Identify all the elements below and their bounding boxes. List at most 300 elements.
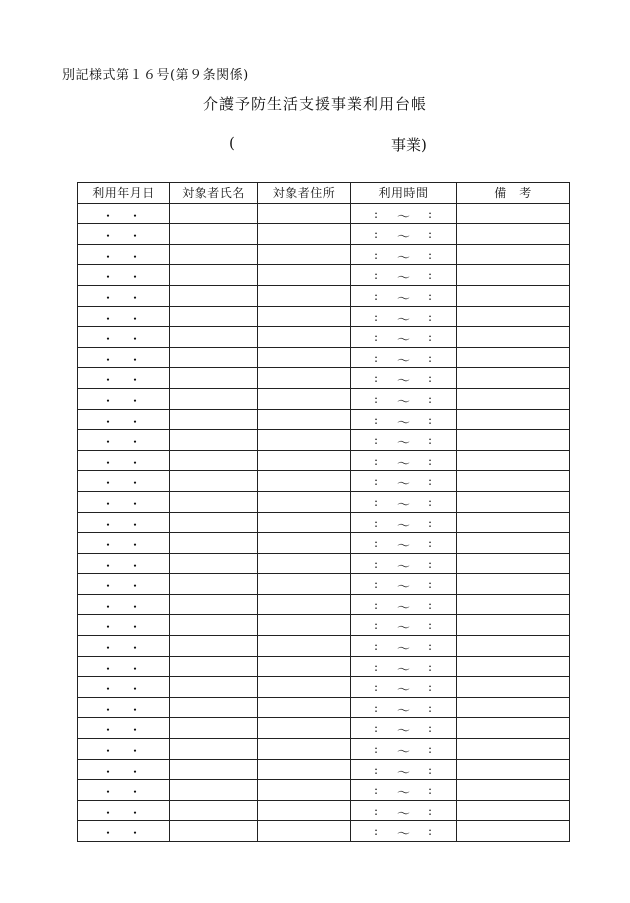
user-name-cell[interactable]	[170, 347, 258, 368]
usage-date-cell[interactable]	[78, 491, 170, 512]
table-row	[78, 615, 570, 636]
time-range-tilde: 〜	[397, 374, 411, 390]
time-colon: :	[374, 762, 379, 777]
remarks-cell[interactable]	[457, 615, 570, 636]
user-name-cell[interactable]	[170, 244, 258, 265]
usage-date-cell[interactable]	[78, 224, 170, 245]
time-colon: :	[374, 680, 379, 695]
user-name-cell[interactable]	[170, 471, 258, 492]
remarks-cell[interactable]	[457, 244, 570, 265]
usage-date-cell[interactable]	[78, 656, 170, 677]
usage-date-cell[interactable]	[78, 368, 170, 389]
remarks-cell[interactable]	[457, 759, 570, 780]
remarks-cell[interactable]	[457, 347, 570, 368]
table-row	[78, 306, 570, 327]
time-colon: :	[374, 288, 379, 303]
usage-time-cell[interactable]	[351, 388, 457, 409]
time-colon: :	[428, 371, 433, 386]
date-separator: ・	[102, 764, 115, 779]
header-usage-time: 利用時間	[351, 183, 457, 204]
user-address-cell[interactable]	[258, 636, 351, 657]
table-row	[78, 285, 570, 306]
user-address-cell[interactable]	[258, 615, 351, 636]
date-separator: ・	[129, 723, 142, 738]
date-separator: ・	[129, 311, 142, 326]
user-name-cell[interactable]	[170, 553, 258, 574]
user-name-cell[interactable]	[170, 265, 258, 286]
user-address-cell[interactable]	[258, 656, 351, 677]
user-name-cell[interactable]	[170, 759, 258, 780]
date-separator: ・	[102, 476, 115, 491]
date-separator: ・	[102, 702, 115, 717]
date-separator: ・	[102, 496, 115, 511]
time-range-tilde: 〜	[397, 806, 411, 822]
time-colon: :	[374, 597, 379, 612]
usage-time-cell[interactable]	[351, 450, 457, 471]
time-colon: :	[428, 309, 433, 324]
usage-date-cell[interactable]	[78, 636, 170, 657]
usage-time-cell[interactable]	[351, 491, 457, 512]
user-name-cell[interactable]	[170, 512, 258, 533]
user-address-cell[interactable]	[258, 697, 351, 718]
time-colon: :	[374, 391, 379, 406]
date-separator: ・	[102, 579, 115, 594]
date-separator: ・	[129, 393, 142, 408]
time-colon: :	[374, 247, 379, 262]
open-paren: (	[229, 134, 235, 152]
date-separator: ・	[102, 208, 115, 223]
user-address-cell[interactable]	[258, 553, 351, 574]
table-row	[78, 800, 570, 821]
usage-date-cell[interactable]	[78, 388, 170, 409]
usage-time-cell[interactable]	[351, 636, 457, 657]
user-address-cell[interactable]	[258, 594, 351, 615]
time-range-tilde: 〜	[397, 765, 411, 781]
usage-time-cell[interactable]	[351, 224, 457, 245]
table-row	[78, 574, 570, 595]
usage-time-cell[interactable]	[351, 368, 457, 389]
usage-date-cell[interactable]	[78, 800, 170, 821]
remarks-cell[interactable]	[457, 430, 570, 451]
remarks-cell[interactable]	[457, 697, 570, 718]
time-colon: :	[428, 783, 433, 798]
user-address-cell[interactable]	[258, 821, 351, 842]
time-range-tilde: 〜	[397, 786, 411, 802]
usage-time-cell[interactable]	[351, 800, 457, 821]
remarks-cell[interactable]	[457, 553, 570, 574]
remarks-cell[interactable]	[457, 574, 570, 595]
usage-date-cell[interactable]	[78, 533, 170, 554]
remarks-cell[interactable]	[457, 636, 570, 657]
time-range-tilde: 〜	[397, 518, 411, 534]
remarks-cell[interactable]	[457, 718, 570, 739]
table-row	[78, 677, 570, 698]
time-range-tilde: 〜	[397, 724, 411, 740]
time-colon: :	[428, 618, 433, 633]
user-name-cell[interactable]	[170, 327, 258, 348]
usage-date-cell[interactable]	[78, 739, 170, 760]
usage-time-cell[interactable]	[351, 780, 457, 801]
user-address-cell[interactable]	[258, 491, 351, 512]
remarks-cell[interactable]	[457, 533, 570, 554]
remarks-cell[interactable]	[457, 491, 570, 512]
remarks-cell[interactable]	[457, 739, 570, 760]
date-separator: ・	[129, 208, 142, 223]
date-separator: ・	[129, 702, 142, 717]
time-colon: :	[374, 783, 379, 798]
time-colon: :	[374, 659, 379, 674]
user-address-cell[interactable]	[258, 533, 351, 554]
user-address-cell[interactable]	[258, 780, 351, 801]
time-colon: :	[374, 639, 379, 654]
usage-date-cell[interactable]	[78, 450, 170, 471]
time-colon: :	[428, 515, 433, 530]
usage-date-cell[interactable]	[78, 821, 170, 842]
date-separator: ・	[129, 785, 142, 800]
user-address-cell[interactable]	[258, 409, 351, 430]
usage-date-cell[interactable]	[78, 553, 170, 574]
time-range-tilde: 〜	[397, 436, 411, 452]
time-colon: :	[374, 309, 379, 324]
table-row	[78, 368, 570, 389]
time-range-tilde: 〜	[397, 353, 411, 369]
usage-time-cell[interactable]	[351, 533, 457, 554]
user-address-cell[interactable]	[258, 739, 351, 760]
usage-date-cell[interactable]	[78, 780, 170, 801]
time-range-tilde: 〜	[397, 642, 411, 658]
time-range-tilde: 〜	[397, 477, 411, 493]
usage-date-cell[interactable]	[78, 697, 170, 718]
table-row	[78, 265, 570, 286]
usage-time-cell[interactable]	[351, 615, 457, 636]
time-range-tilde: 〜	[397, 415, 411, 431]
business-label: 事業)	[391, 136, 427, 154]
date-separator: ・	[102, 249, 115, 264]
date-separator: ・	[129, 229, 142, 244]
usage-date-cell[interactable]	[78, 285, 170, 306]
user-name-cell[interactable]	[170, 636, 258, 657]
user-address-cell[interactable]	[258, 244, 351, 265]
remarks-cell[interactable]	[457, 677, 570, 698]
time-range-tilde: 〜	[397, 559, 411, 575]
table-row	[78, 553, 570, 574]
remarks-cell[interactable]	[457, 368, 570, 389]
remarks-cell[interactable]	[457, 780, 570, 801]
usage-date-cell[interactable]	[78, 471, 170, 492]
usage-time-cell[interactable]	[351, 677, 457, 698]
time-colon: :	[428, 700, 433, 715]
usage-date-cell[interactable]	[78, 574, 170, 595]
user-address-cell[interactable]	[258, 718, 351, 739]
date-separator: ・	[102, 682, 115, 697]
user-name-cell[interactable]	[170, 574, 258, 595]
usage-time-cell[interactable]	[351, 574, 457, 595]
user-name-cell[interactable]	[170, 780, 258, 801]
user-address-cell[interactable]	[258, 265, 351, 286]
user-name-cell[interactable]	[170, 821, 258, 842]
user-address-cell[interactable]	[258, 327, 351, 348]
usage-date-cell[interactable]	[78, 203, 170, 224]
time-colon: :	[374, 433, 379, 448]
remarks-cell[interactable]	[457, 471, 570, 492]
remarks-cell[interactable]	[457, 512, 570, 533]
header-usage-date: 利用年月日	[78, 183, 170, 204]
usage-date-cell[interactable]	[78, 265, 170, 286]
date-separator: ・	[102, 435, 115, 450]
user-address-cell[interactable]	[258, 512, 351, 533]
remarks-cell[interactable]	[457, 594, 570, 615]
usage-time-cell[interactable]	[351, 244, 457, 265]
usage-time-cell[interactable]	[351, 697, 457, 718]
remarks-cell[interactable]	[457, 224, 570, 245]
time-range-tilde: 〜	[397, 456, 411, 472]
date-separator: ・	[102, 744, 115, 759]
time-colon: :	[374, 330, 379, 345]
table-row	[78, 430, 570, 451]
usage-time-cell[interactable]	[351, 471, 457, 492]
time-colon: :	[374, 700, 379, 715]
usage-date-cell[interactable]	[78, 430, 170, 451]
usage-time-cell[interactable]	[351, 203, 457, 224]
date-separator: ・	[129, 373, 142, 388]
date-separator: ・	[102, 455, 115, 470]
usage-time-cell[interactable]	[351, 409, 457, 430]
remarks-cell[interactable]	[457, 265, 570, 286]
time-colon: :	[428, 824, 433, 839]
usage-time-cell[interactable]	[351, 739, 457, 760]
date-separator: ・	[102, 558, 115, 573]
time-colon: :	[374, 721, 379, 736]
table-row	[78, 224, 570, 245]
user-name-cell[interactable]	[170, 368, 258, 389]
usage-time-cell[interactable]	[351, 347, 457, 368]
user-name-cell[interactable]	[170, 533, 258, 554]
user-address-cell[interactable]	[258, 285, 351, 306]
user-address-cell[interactable]	[258, 450, 351, 471]
user-name-cell[interactable]	[170, 656, 258, 677]
date-separator: ・	[129, 414, 142, 429]
user-address-cell[interactable]	[258, 224, 351, 245]
usage-ledger-table	[77, 182, 570, 842]
date-separator: ・	[129, 641, 142, 656]
remarks-cell[interactable]	[457, 821, 570, 842]
remarks-cell[interactable]	[457, 327, 570, 348]
time-range-tilde: 〜	[397, 394, 411, 410]
time-colon: :	[428, 227, 433, 242]
table-row	[78, 739, 570, 760]
user-name-cell[interactable]	[170, 430, 258, 451]
date-separator: ・	[102, 332, 115, 347]
remarks-cell[interactable]	[457, 203, 570, 224]
time-colon: :	[374, 803, 379, 818]
usage-time-cell[interactable]	[351, 718, 457, 739]
user-address-cell[interactable]	[258, 430, 351, 451]
time-range-tilde: 〜	[397, 230, 411, 246]
usage-time-cell[interactable]	[351, 594, 457, 615]
user-name-cell[interactable]	[170, 203, 258, 224]
usage-time-cell[interactable]	[351, 759, 457, 780]
date-separator: ・	[102, 414, 115, 429]
time-colon: :	[428, 762, 433, 777]
time-colon: :	[374, 742, 379, 757]
time-colon: :	[374, 412, 379, 427]
user-name-cell[interactable]	[170, 594, 258, 615]
date-separator: ・	[129, 455, 142, 470]
time-range-tilde: 〜	[397, 683, 411, 699]
table-row	[78, 656, 570, 677]
usage-time-cell[interactable]	[351, 656, 457, 677]
usage-date-cell[interactable]	[78, 594, 170, 615]
remarks-cell[interactable]	[457, 656, 570, 677]
time-colon: :	[428, 288, 433, 303]
user-name-cell[interactable]	[170, 718, 258, 739]
user-name-cell[interactable]	[170, 739, 258, 760]
date-separator: ・	[102, 270, 115, 285]
time-range-tilde: 〜	[397, 662, 411, 678]
remarks-cell[interactable]	[457, 388, 570, 409]
date-separator: ・	[102, 620, 115, 635]
user-address-cell[interactable]	[258, 388, 351, 409]
user-address-cell[interactable]	[258, 203, 351, 224]
user-address-cell[interactable]	[258, 368, 351, 389]
date-separator: ・	[129, 599, 142, 614]
user-name-cell[interactable]	[170, 285, 258, 306]
time-colon: :	[428, 536, 433, 551]
table-row	[78, 718, 570, 739]
usage-date-cell[interactable]	[78, 244, 170, 265]
usage-date-cell[interactable]	[78, 512, 170, 533]
table-row	[78, 203, 570, 224]
header-user-name: 対象者氏名	[170, 183, 258, 204]
table-row	[78, 512, 570, 533]
time-colon: :	[374, 824, 379, 839]
header-row	[78, 183, 570, 204]
time-colon: :	[374, 268, 379, 283]
time-range-tilde: 〜	[397, 291, 411, 307]
user-name-cell[interactable]	[170, 800, 258, 821]
remarks-cell[interactable]	[457, 450, 570, 471]
date-separator: ・	[129, 805, 142, 820]
date-separator: ・	[102, 599, 115, 614]
time-colon: :	[428, 433, 433, 448]
time-colon: :	[428, 330, 433, 345]
date-separator: ・	[102, 661, 115, 676]
remarks-cell[interactable]	[457, 306, 570, 327]
table-row	[78, 327, 570, 348]
time-range-tilde: 〜	[397, 621, 411, 637]
time-range-tilde: 〜	[397, 703, 411, 719]
table-row	[78, 697, 570, 718]
table-row	[78, 491, 570, 512]
user-address-cell[interactable]	[258, 347, 351, 368]
remarks-cell[interactable]	[457, 800, 570, 821]
time-colon: :	[428, 803, 433, 818]
user-address-cell[interactable]	[258, 471, 351, 492]
date-separator: ・	[129, 496, 142, 511]
usage-date-cell[interactable]	[78, 677, 170, 698]
usage-date-cell[interactable]	[78, 409, 170, 430]
time-colon: :	[428, 659, 433, 674]
usage-time-cell[interactable]	[351, 512, 457, 533]
date-separator: ・	[102, 352, 115, 367]
usage-date-cell[interactable]	[78, 306, 170, 327]
date-separator: ・	[129, 764, 142, 779]
time-colon: :	[428, 577, 433, 592]
time-colon: :	[428, 597, 433, 612]
table-row	[78, 244, 570, 265]
user-name-cell[interactable]	[170, 615, 258, 636]
usage-time-cell[interactable]	[351, 327, 457, 348]
user-address-cell[interactable]	[258, 574, 351, 595]
time-colon: :	[428, 391, 433, 406]
time-colon: :	[374, 536, 379, 551]
business-name-line	[0, 134, 630, 154]
user-name-cell[interactable]	[170, 697, 258, 718]
usage-date-cell[interactable]	[78, 327, 170, 348]
remarks-cell[interactable]	[457, 285, 570, 306]
time-range-tilde: 〜	[397, 333, 411, 349]
usage-time-cell[interactable]	[351, 821, 457, 842]
user-name-cell[interactable]	[170, 306, 258, 327]
user-name-cell[interactable]	[170, 491, 258, 512]
user-address-cell[interactable]	[258, 306, 351, 327]
user-name-cell[interactable]	[170, 677, 258, 698]
remarks-cell[interactable]	[457, 409, 570, 430]
time-colon: :	[374, 227, 379, 242]
usage-date-cell[interactable]	[78, 347, 170, 368]
usage-time-cell[interactable]	[351, 265, 457, 286]
time-range-tilde: 〜	[397, 827, 411, 843]
time-colon: :	[428, 268, 433, 283]
user-name-cell[interactable]	[170, 224, 258, 245]
time-colon: :	[428, 721, 433, 736]
date-separator: ・	[102, 785, 115, 800]
usage-time-cell[interactable]	[351, 306, 457, 327]
date-separator: ・	[129, 826, 142, 841]
time-range-tilde: 〜	[397, 209, 411, 225]
user-address-cell[interactable]	[258, 800, 351, 821]
usage-time-cell[interactable]	[351, 285, 457, 306]
user-name-cell[interactable]	[170, 388, 258, 409]
user-address-cell[interactable]	[258, 759, 351, 780]
usage-time-cell[interactable]	[351, 430, 457, 451]
time-colon: :	[428, 350, 433, 365]
date-separator: ・	[129, 249, 142, 264]
time-colon: :	[428, 556, 433, 571]
time-colon: :	[374, 474, 379, 489]
usage-date-cell[interactable]	[78, 615, 170, 636]
date-separator: ・	[129, 352, 142, 367]
user-address-cell[interactable]	[258, 677, 351, 698]
usage-date-cell[interactable]	[78, 759, 170, 780]
date-separator: ・	[102, 826, 115, 841]
time-colon: :	[374, 453, 379, 468]
date-separator: ・	[102, 393, 115, 408]
date-separator: ・	[129, 661, 142, 676]
user-name-cell[interactable]	[170, 450, 258, 471]
time-colon: :	[374, 494, 379, 509]
time-colon: :	[374, 618, 379, 633]
usage-date-cell[interactable]	[78, 718, 170, 739]
table-row	[78, 759, 570, 780]
user-name-cell[interactable]	[170, 409, 258, 430]
table-row	[78, 533, 570, 554]
date-separator: ・	[129, 579, 142, 594]
date-separator: ・	[102, 723, 115, 738]
date-separator: ・	[129, 538, 142, 553]
date-separator: ・	[102, 517, 115, 532]
usage-time-cell[interactable]	[351, 553, 457, 574]
